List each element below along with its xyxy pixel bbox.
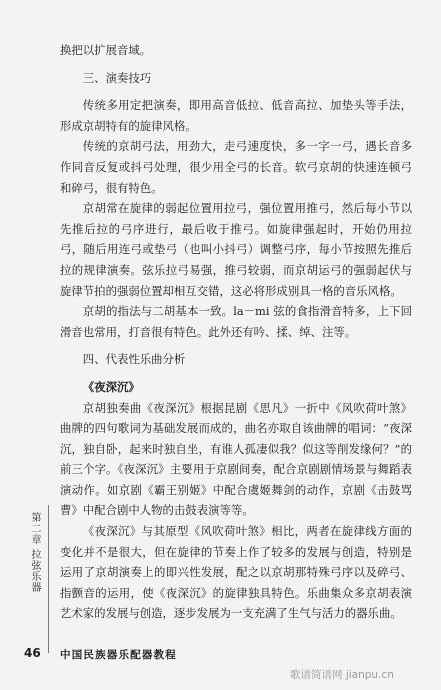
paragraph-fingering: 京胡的指法与二胡基本一致。la－mi 弦的食指滑音特多，上下回滑音也常用，打音很有特色。此外还有吟、揉、绰、注等。 [60,304,412,339]
paragraph-piece-origin: 京胡独奏曲《夜深沉》根据昆剧《思凡》一折中《风吹荷叶煞》曲牌的四句歌词为基础发展而成的，曲名亦取自该曲牌的唱词：“夜深沉，独自卧，起来时独自坐，有谁人孤凄似我？似这等削发缘何？”的前三个字。《夜深沉》主要用于京剧间奏，配合京剧剧情场景与舞蹈表演动作。如京剧《霸王别姬》中配合虞姬舞剑的动作，京剧《击鼓骂曹》中配合剧中人物的击鼓表演等等。 [60,400,412,518]
page-number: 46 [24,646,41,660]
footer-book-title: 中国民族器乐配器教程 [60,649,177,661]
sidebar-chapter-label: 第二章 拉弦乐器 [29,512,40,594]
paragraph-piece-comparison: 《夜深沉》与其原型《风吹荷叶煞》相比，两者在旋律线方面的变化并不是很大，但在旋律的节奏上作了较多的发展与创造，特别是运用了京胡演奏上的即兴性发展，配之以京胡那特殊弓序以及碎弓、指颤音的运用，使《夜深沉》的旋律独具特色。乐曲集众多京胡表演艺术家的发展与创造，逐步发展为一支充满了生气与活力的器乐曲。 [60,524,412,621]
paragraph-fixed-position: 传统多用定把演奏，即用高音低拉、低音高拉、加垫头等手法，形成京胡特有的旋律风格。 [60,98,412,133]
paragraph-bow-order: 京胡常在旋律的弱起位置用拉弓，强位置用推弓，然后每小节以先推后拉的弓序进行，最后收于推弓。如旋律强起时，开始仍用拉弓，随后用连弓或垫弓（也叫小抖弓）调整弓序，每小节按照先推后拉的规律演奏。弦乐拉弓易强，推弓较弱，而京胡运弓的强弱起伏与旋律节拍的强弱位置却相互交错，这必将形成别具一格的音乐风格。 [60,201,412,298]
sidebar-divider [48,505,49,653]
section-heading-analysis: 四、代表性乐曲分析 [82,352,186,367]
paragraph-bowing: 传统的京胡弓法，用劲大，走弓速度快，多一字一弓，遇长音多作同音反复或抖弓处理，很少用全弓的长音。软弓京胡的快速连顿弓和碎弓，很有特色。 [60,139,412,195]
watermark-text: 歌谱简谱网 jianpu.cn [290,669,394,681]
main-text-column [60,40,412,624]
paragraph-intro: 换把以扩展音域。 [60,43,152,57]
piece-title: 《夜深沉》 [82,379,140,394]
section-heading-performance: 三、演奏技巧 [82,70,152,85]
